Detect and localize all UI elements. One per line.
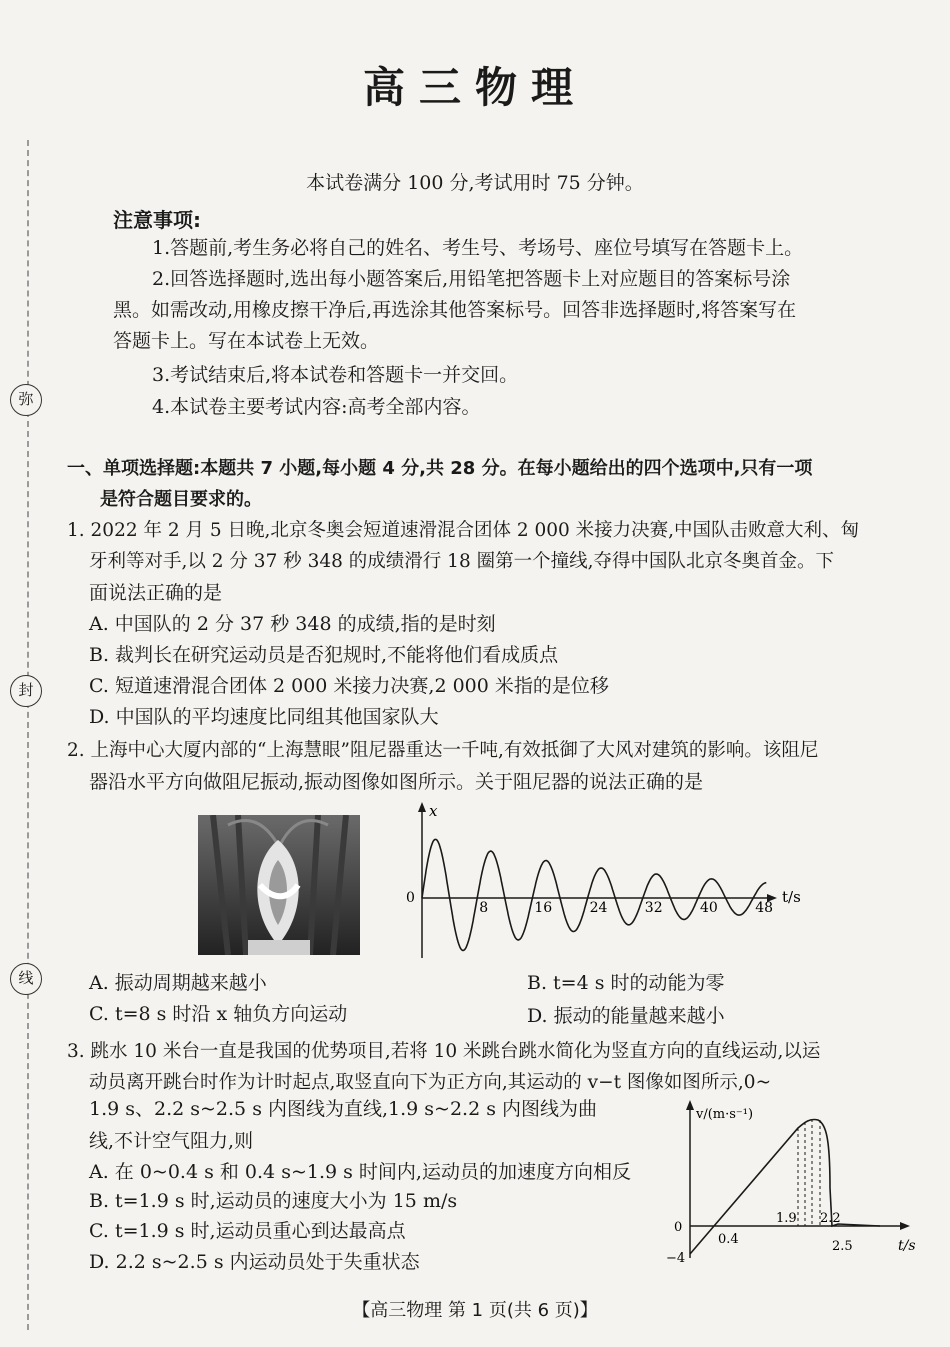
q3-v-axis-arrow bbox=[686, 1100, 694, 1110]
q2-origin-label: 0 bbox=[406, 890, 415, 906]
q1-stem-line1: 1. 2022 年 2 月 5 日晚,北京冬奥会短道速滑混合团体 2 000 米接力决赛,中国队击败意大利、匈 bbox=[67, 520, 860, 541]
q3-tick-1.9: 1.9 bbox=[776, 1211, 797, 1226]
q2-x-axis-label: x bbox=[429, 802, 438, 820]
q2-tick-32: 32 bbox=[644, 900, 663, 916]
q3-option-a: A. 在 0~0.4 s 和 0.4 s~1.9 s 时间内,运动员的加速度方向相反 bbox=[89, 1161, 631, 1183]
q1-stem-line2: 牙利等对手,以 2 分 37 秒 348 的成绩滑行 18 圈第一个撞线,夺得中国队北京冬奥首金。下 bbox=[89, 551, 834, 572]
q1-option-d: D. 中国队的平均速度比同组其他国家队大 bbox=[89, 706, 439, 728]
q2-tick-16: 16 bbox=[534, 900, 553, 916]
q3-stem-line2: 动员离开跳台时作为计时起点,取竖直向下为正方向,其运动的 v−t 图像如图所示,0~ bbox=[89, 1072, 772, 1093]
q1-option-a: A. 中国队的 2 分 37 秒 348 的成绩,指的是时刻 bbox=[89, 613, 496, 635]
q3-tick-2.2: 2.2 bbox=[820, 1211, 841, 1226]
binding-mark-feng: 封 bbox=[10, 675, 42, 707]
binding-dashed-line bbox=[27, 140, 29, 1330]
q3-v-min-label: −4 bbox=[666, 1251, 686, 1266]
q3-tick-2.5: 2.5 bbox=[832, 1239, 853, 1254]
q1-option-c: C. 短道速滑混合团体 2 000 米接力决赛,2 000 米指的是位移 bbox=[89, 675, 609, 697]
q2-stem-line2: 器沿水平方向做阻尼振动,振动图像如图所示。关于阻尼器的说法正确的是 bbox=[89, 771, 704, 793]
q2-option-c: C. t=8 s 时沿 x 轴负方向运动 bbox=[89, 1003, 348, 1025]
q3-t-axis-label: t/s bbox=[898, 1238, 916, 1254]
damper-photo bbox=[198, 815, 360, 955]
section1-heading-line1: 一、单项选择题:本题共 7 小题,每小题 4 分,共 28 分。在每小题给出的四个选项中,只有一项 bbox=[67, 458, 813, 479]
q2-stem-line1: 2. 上海中心大厦内部的“上海慧眼”阻尼器重达一千吨,有效抵御了大风对建筑的影响。该阻尼 bbox=[67, 740, 819, 761]
q2-damped-oscillation-graph bbox=[392, 798, 812, 966]
note-line-2: 2.回答选择题时,选出每小题答案后,用铅笔把答题卡上对应题目的答案标号涂 bbox=[152, 268, 791, 290]
note-line-3: 黑。如需改动,用橡皮擦干净后,再选涂其他答案标号。回答非选择题时,将答案写在 bbox=[113, 299, 797, 321]
q3-stem-line4: 线,不计空气阻力,则 bbox=[89, 1130, 254, 1152]
q2-option-d: D. 振动的能量越来越小 bbox=[527, 1005, 725, 1027]
q3-stem-line1: 3. 跳水 10 米台一直是我国的优势项目,若将 10 米跳台跳水简化为竖直方向的直线运动,以运 bbox=[67, 1041, 821, 1062]
q3-option-c: C. t=1.9 s 时,运动员重心到达最高点 bbox=[89, 1220, 406, 1242]
binding-mark-xian: 线 bbox=[10, 963, 42, 995]
q2-tick-24: 24 bbox=[589, 900, 608, 916]
q1-option-b: B. 裁判长在研究运动员是否犯规时,不能将他们看成质点 bbox=[89, 644, 559, 666]
notes-heading: 注意事项: bbox=[113, 208, 201, 232]
exam-info: 本试卷满分 100 分,考试用时 75 分钟。 bbox=[306, 172, 644, 194]
q3-velocity-time-graph bbox=[660, 1098, 920, 1273]
q2-option-b: B. t=4 s 时的动能为零 bbox=[527, 972, 725, 994]
q3-option-d: D. 2.2 s~2.5 s 内运动员处于失重状态 bbox=[89, 1251, 420, 1273]
q3-t-axis-arrow bbox=[900, 1222, 910, 1230]
q2-option-a: A. 振动周期越来越小 bbox=[89, 972, 267, 994]
note-line-6: 4.本试卷主要考试内容:高考全部内容。 bbox=[152, 396, 481, 418]
note-line-1: 1.答题前,考生务必将自己的姓名、考生号、考场号、座位号填写在答题卡上。 bbox=[152, 237, 804, 259]
q2-oscillation-curve bbox=[422, 839, 766, 950]
q2-x-axis-arrow bbox=[418, 802, 426, 812]
note-line-5: 3.考试结束后,将本试卷和答题卡一并交回。 bbox=[152, 364, 519, 386]
binding-mark-mi: 弥 bbox=[10, 384, 42, 416]
q3-origin-label: 0 bbox=[674, 1220, 683, 1235]
q3-option-b: B. t=1.9 s 时,运动员的速度大小为 15 m/s bbox=[89, 1190, 458, 1212]
q3-tick-0.4: 0.4 bbox=[718, 1232, 739, 1247]
note-line-4: 答题卡上。写在本试卷上无效。 bbox=[113, 330, 380, 352]
section1-heading-line2: 是符合题目要求的。 bbox=[100, 489, 262, 510]
page-footer: 【高三物理 第 1 页(共 6 页)】 bbox=[352, 1300, 598, 1321]
q1-stem-line3: 面说法正确的是 bbox=[89, 582, 223, 604]
q3-v-axis-label: v/(m·s⁻¹) bbox=[696, 1107, 754, 1122]
q2-tick-48: 48 bbox=[755, 900, 774, 916]
q2-t-axis-label: t/s bbox=[782, 888, 801, 906]
page-title: 高三物理 bbox=[362, 63, 587, 112]
q3-stem-line3: 1.9 s、2.2 s~2.5 s 内图线为直线,1.9 s~2.2 s 内图线为曲 bbox=[89, 1098, 597, 1120]
q2-tick-8: 8 bbox=[479, 900, 489, 916]
q2-tick-40: 40 bbox=[700, 900, 718, 916]
